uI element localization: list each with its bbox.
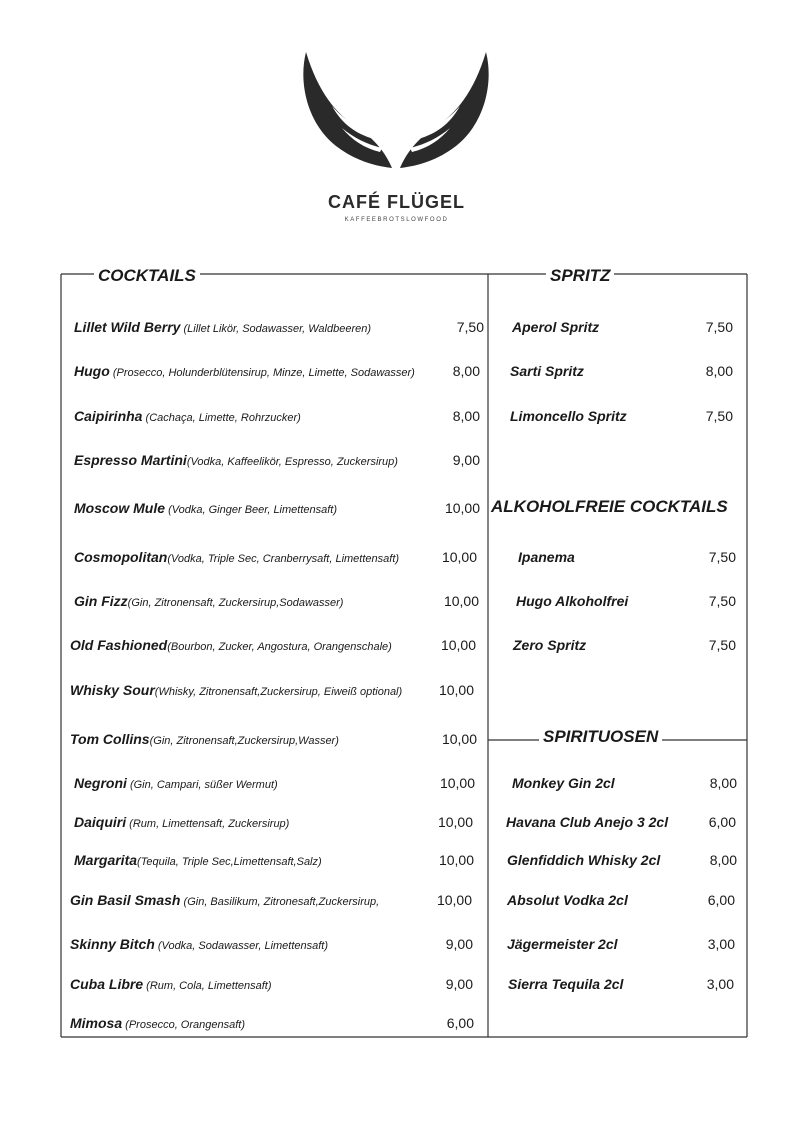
item-price: 10,00 (438, 852, 474, 868)
item-price: 7,50 (705, 319, 733, 335)
item-name: Tom Collins (70, 731, 150, 747)
item-description: (Vodka, Ginger Beer, Limettensaft) (165, 504, 338, 516)
item-description: (Prosecco, Holunderblütensirup, Minze, Limette, Sodawasser) (109, 367, 415, 379)
menu-item: Monkey Gin 2cl (512, 775, 615, 791)
menu-item (70, 976, 272, 992)
menu-item: Havana Club Anejo 3 2cl (506, 814, 669, 830)
item-price: 10,00 (441, 549, 477, 565)
menu-item (74, 319, 371, 335)
item-description: (Whisky, Zitronensaft,Zuckersirup, Eiweiß optional) (154, 686, 403, 698)
item-price: 10,00 (438, 682, 474, 698)
item-description: (Vodka, Kaffeelikör, Espresso, Zuckersirup) (186, 456, 398, 468)
menu-item (74, 593, 343, 609)
item-name: Caipirinha (74, 408, 143, 424)
menu-item (70, 1015, 245, 1031)
menu-item (74, 775, 278, 791)
item-price: 8,00 (452, 408, 480, 424)
item-name: Gin Fizz (74, 593, 128, 609)
item-name: Mimosa (70, 1015, 123, 1031)
menu-item (74, 408, 301, 424)
item-description: (Gin, Campari, süßer Wermut) (126, 779, 278, 791)
item-name: Whisky Sour (70, 682, 155, 698)
item-price: 7,50 (708, 549, 736, 565)
menu-item (74, 363, 415, 379)
menu-item (74, 549, 399, 565)
item-description: (Vodka, Sodawasser, Limettensaft) (154, 940, 329, 952)
menu-item (74, 814, 289, 830)
item-description: (Lillet Likör, Sodawasser, Waldbeeren) (180, 323, 372, 335)
item-description: (Rum, Cola, Limettensaft) (143, 980, 272, 992)
item-description: (Rum, Limettensaft, Zuckersirup) (126, 818, 290, 830)
item-price: 7,50 (456, 319, 484, 335)
item-price: 10,00 (441, 731, 477, 747)
item-name: Cuba Libre (70, 976, 144, 992)
item-price: 10,00 (440, 637, 476, 653)
brand-name: CAFÉ FLÜGEL (328, 192, 465, 212)
menu-item (70, 936, 328, 952)
menu-item: Zero Spritz (513, 637, 587, 653)
item-price: 10,00 (439, 775, 475, 791)
item-price: 10,00 (443, 593, 479, 609)
menu-item: Jägermeister 2cl (507, 936, 618, 952)
item-price: 6,00 (707, 892, 735, 908)
item-price: 9,00 (445, 936, 473, 952)
menu-item: Sarti Spritz (510, 363, 584, 379)
item-price: 8,00 (709, 775, 737, 791)
menu-item (70, 637, 392, 653)
item-price: 8,00 (709, 852, 737, 868)
item-price: 10,00 (437, 814, 473, 830)
item-description: (Vodka, Triple Sec, Cranberrysaft, Limettensaft) (167, 553, 400, 565)
menu-item: Aperol Spritz (512, 319, 600, 335)
menu-item: Sierra Tequila 2cl (508, 976, 624, 992)
item-name: Espresso Martini (74, 452, 187, 468)
item-price: 8,00 (705, 363, 733, 379)
item-name: Old Fashioned (70, 637, 168, 653)
item-name: Lillet Wild Berry (74, 319, 181, 335)
item-description: (Gin, Zitronensaft, Zuckersirup,Sodawasser) (127, 597, 344, 609)
item-price: 7,50 (708, 637, 736, 653)
item-price: 9,00 (445, 976, 473, 992)
menu-item (74, 452, 398, 468)
item-price: 7,50 (705, 408, 733, 424)
menu-item: Absolut Vodka 2cl (507, 892, 628, 908)
brand-tagline: KAFFEEBROTSLOWFOOD (344, 217, 449, 223)
item-name: Daiquiri (74, 814, 127, 830)
item-name: Skinny Bitch (70, 936, 155, 952)
menu-item: Hugo Alkoholfrei (516, 593, 629, 609)
item-description: (Cachaça, Limette, Rohrzucker) (142, 412, 301, 424)
item-description: (Gin, Zitronensaft,Zuckersirup,Wasser) (149, 735, 339, 747)
menu-item (70, 892, 379, 908)
item-price: 9,00 (452, 452, 480, 468)
item-description: (Bourbon, Zucker, Angostura, Orangenschale) (167, 641, 392, 653)
item-name: Gin Basil Smash (70, 892, 181, 908)
item-description: (Gin, Basilikum, Zitronesaft,Zuckersirup, (180, 896, 380, 908)
item-price: 7,50 (708, 593, 736, 609)
item-name: Cosmopolitan (74, 549, 168, 565)
menu-item (70, 682, 402, 698)
item-name: Moscow Mule (74, 500, 166, 516)
item-price: 3,00 (707, 936, 735, 952)
item-price: 10,00 (436, 892, 472, 908)
item-description: (Tequila, Triple Sec,Limettensaft,Salz) (137, 856, 322, 868)
menu-item (70, 731, 339, 747)
item-price: 8,00 (452, 363, 480, 379)
item-price: 10,00 (444, 500, 480, 516)
item-price: 6,00 (446, 1015, 474, 1031)
item-price: 3,00 (706, 976, 734, 992)
item-description: (Prosecco, Orangensaft) (122, 1019, 246, 1031)
section-title-alkoholfrei: ALKOHOLFREIE COCKTAILS (491, 497, 728, 516)
item-price: 6,00 (708, 814, 736, 830)
item-name: Negroni (74, 775, 127, 791)
item-name: Margarita (74, 852, 138, 868)
item-name: Hugo (74, 363, 110, 379)
section-title-cocktails: COCKTAILS (94, 266, 200, 286)
section-title-spirituosen: SPIRITUOSEN (539, 727, 662, 747)
menu-item: Limoncello Spritz (510, 408, 627, 424)
menu-item (74, 500, 337, 516)
section-title-spritz: SPRITZ (546, 266, 614, 286)
menu-item (74, 852, 322, 868)
menu-item: Glenfiddich Whisky 2cl (507, 852, 661, 868)
menu-item: Ipanema (518, 549, 575, 565)
